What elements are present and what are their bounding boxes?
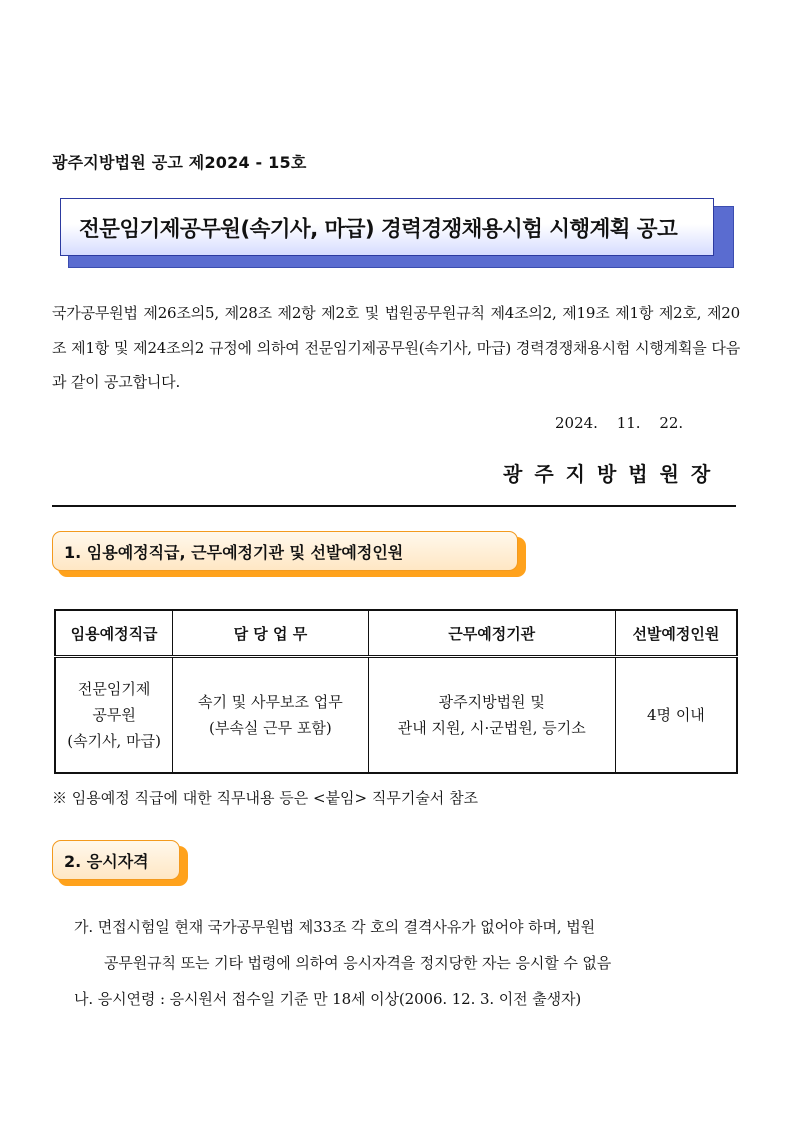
section-1-heading: 1. 임용예정직급, 근무예정기관 및 선발예정인원: [52, 531, 518, 571]
divider: [52, 505, 736, 507]
header-agency: 근무예정기관: [368, 610, 615, 657]
cell-agency: [368, 657, 615, 774]
cell-count: 4명 이내: [615, 657, 737, 774]
table-note: ※ 임용예정 직급에 대한 직무내용 등은 <붙임> 직무기술서 참조: [52, 789, 479, 807]
table-row: [55, 657, 737, 774]
cell-duty: [173, 657, 368, 774]
notice-number: 광주지방법원 공고 제2024 - 15호: [52, 153, 307, 172]
cell-grade-line: 전문임기제: [77, 680, 151, 698]
table-header-row: [55, 610, 737, 657]
section-2-heading-banner: [52, 840, 188, 888]
header-count: 선발예정인원: [615, 610, 737, 657]
section-2-heading: 2. 응시자격: [52, 840, 180, 880]
page-title: 전문임기제공무원(속기사, 마급) 경력경쟁채용시험 시행계획 공고: [60, 198, 714, 256]
eligibility-item-a: 가. 면접시험일 현재 국가공무원법 제33조 각 호의 결격사유가 없어야 하며, 법원: [74, 918, 595, 936]
cell-duty-line: (부속실 근무 포함): [209, 719, 332, 737]
cell-grade-line: 공무원: [92, 706, 136, 724]
recruitment-table: [54, 609, 738, 774]
cell-agency-line: 관내 지원, 시·군법원, 등기소: [397, 719, 586, 737]
cell-grade-line: (속기사, 마급): [67, 732, 161, 750]
title-banner: [60, 198, 732, 268]
cell-agency-line: 광주지방법원 및: [438, 693, 545, 711]
header-grade: 임용예정직급: [55, 610, 173, 657]
intro-paragraph: 국가공무원법 제26조의5, 제28조 제2항 제2호 및 법원공무원규칙 제4조의2, 제19조 제1항 제2호, 제20조 제1항 및 제24조의2 규정에 의하여 전문임기제공무원(속기사, 마급) 경력경쟁채용시험 시행계획을 다음과 같이 공고합니다.: [52, 304, 740, 391]
header-duty: 담 당 업 무: [173, 610, 368, 657]
section-1-heading-banner: [52, 531, 526, 579]
eligibility-item-b: 나. 응시연령 : 응시원서 접수일 기준 만 18세 이상(2006. 12. 3. 이전 출생자): [74, 990, 582, 1008]
eligibility-item-a-continued: 공무원규칙 또는 기타 법령에 의하여 응시자격을 정지당한 자는 응시할 수 없음: [104, 954, 612, 972]
issuer-name: 광주지방법원장: [503, 462, 723, 486]
cell-grade: [55, 657, 173, 774]
cell-duty-line: 속기 및 사무보조 업무: [198, 693, 343, 711]
announcement-date: 2024. 11. 22.: [555, 414, 684, 432]
